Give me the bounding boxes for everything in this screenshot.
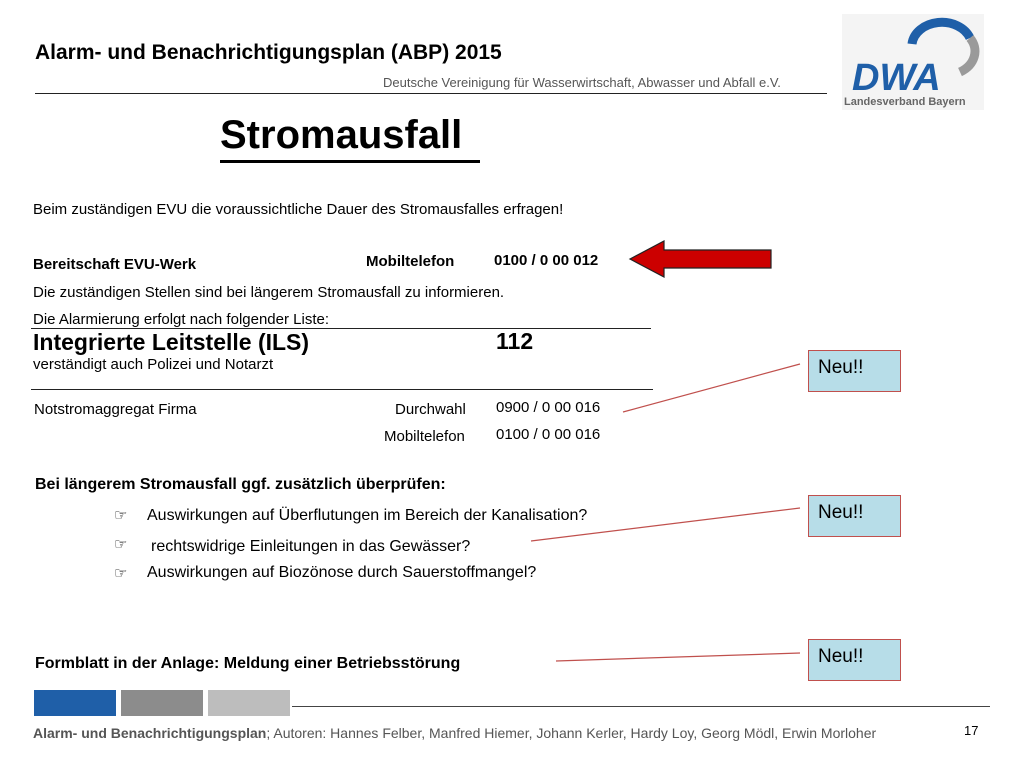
ils-number: 112: [496, 328, 534, 354]
callout-line: [556, 653, 800, 661]
bereitschaft-phone: 0100 / 0 00 012: [494, 252, 599, 269]
page-number: 17: [964, 723, 979, 738]
footer-credits: [33, 725, 876, 741]
footer-authors: ; Autoren: Hannes Felber, Manfred Hiemer, Johann Kerler, Hardy Loy, Georg Mödl, Erwin Morloher: [266, 725, 877, 741]
ils-note: verständigt auch Polizei und Notarzt: [33, 356, 274, 373]
logo-caption: Landesverband Bayern: [844, 96, 966, 108]
formblatt-text: Formblatt in der Anlage: Meldung einer Betriebsstörung: [35, 655, 461, 672]
ils-label: Integrierte Leitstelle (ILS): [33, 329, 310, 355]
footer-bold: Alarm- und Benachrichtigungsplan: [33, 725, 267, 741]
pointing-hand-icon: ☞: [114, 565, 128, 582]
organization-subtitle: Deutsche Vereinigung für Wasserwirtschaft, Abwasser und Abfall e.V.: [383, 75, 781, 90]
durchwahl-label: Durchwahl: [395, 401, 466, 418]
callout-line: [623, 364, 800, 412]
document-heading: Stromausfall: [220, 113, 463, 157]
instruction-text: Beim zuständigen EVU die voraussichtliche Dauer des Stromausfalles erfragen!: [33, 201, 564, 218]
callout-line: [531, 508, 800, 541]
new-callout: Neu!!: [808, 495, 901, 537]
new-callout: Neu!!: [808, 350, 901, 392]
mobil-number: 0100 / 0 00 016: [496, 426, 601, 443]
footer-bar-gray: [121, 690, 203, 716]
mobil-label: Mobiltelefon: [384, 428, 465, 445]
notstrom-label: Notstromaggregat Firma: [34, 401, 197, 418]
pointing-hand-icon: ☞: [114, 536, 128, 553]
check-item: Auswirkungen auf Überflutungen im Bereich der Kanalisation?: [147, 507, 588, 524]
alarm-text: Die Alarmierung erfolgt nach folgender Liste:: [33, 311, 330, 328]
inform-text: Die zuständigen Stellen sind bei längerem Stromausfall zu informieren.: [33, 284, 505, 301]
check-item: rechtswidrige Einleitungen in das Gewässer?: [151, 538, 471, 555]
pointing-hand-icon: ☞: [114, 507, 128, 524]
bereitschaft-label: Bereitschaft EVU-Werk: [33, 256, 197, 273]
footer-rule: [292, 706, 990, 707]
check-heading: Bei längerem Stromausfall ggf. zusätzlich überprüfen:: [35, 476, 446, 493]
bereitschaft-phone-label: Mobiltelefon: [366, 253, 455, 270]
footer-bar-lightgray: [208, 690, 290, 716]
check-item: Auswirkungen auf Biozönose durch Sauerstoffmangel?: [147, 564, 537, 581]
new-callout: Neu!!: [808, 639, 901, 681]
slide-title: Alarm- und Benachrichtigungsplan (ABP) 2015: [35, 41, 502, 64]
durchwahl-number: 0900 / 0 00 016: [496, 399, 601, 416]
logo-text: DWA: [852, 57, 941, 99]
footer-bar-blue: [34, 690, 116, 716]
